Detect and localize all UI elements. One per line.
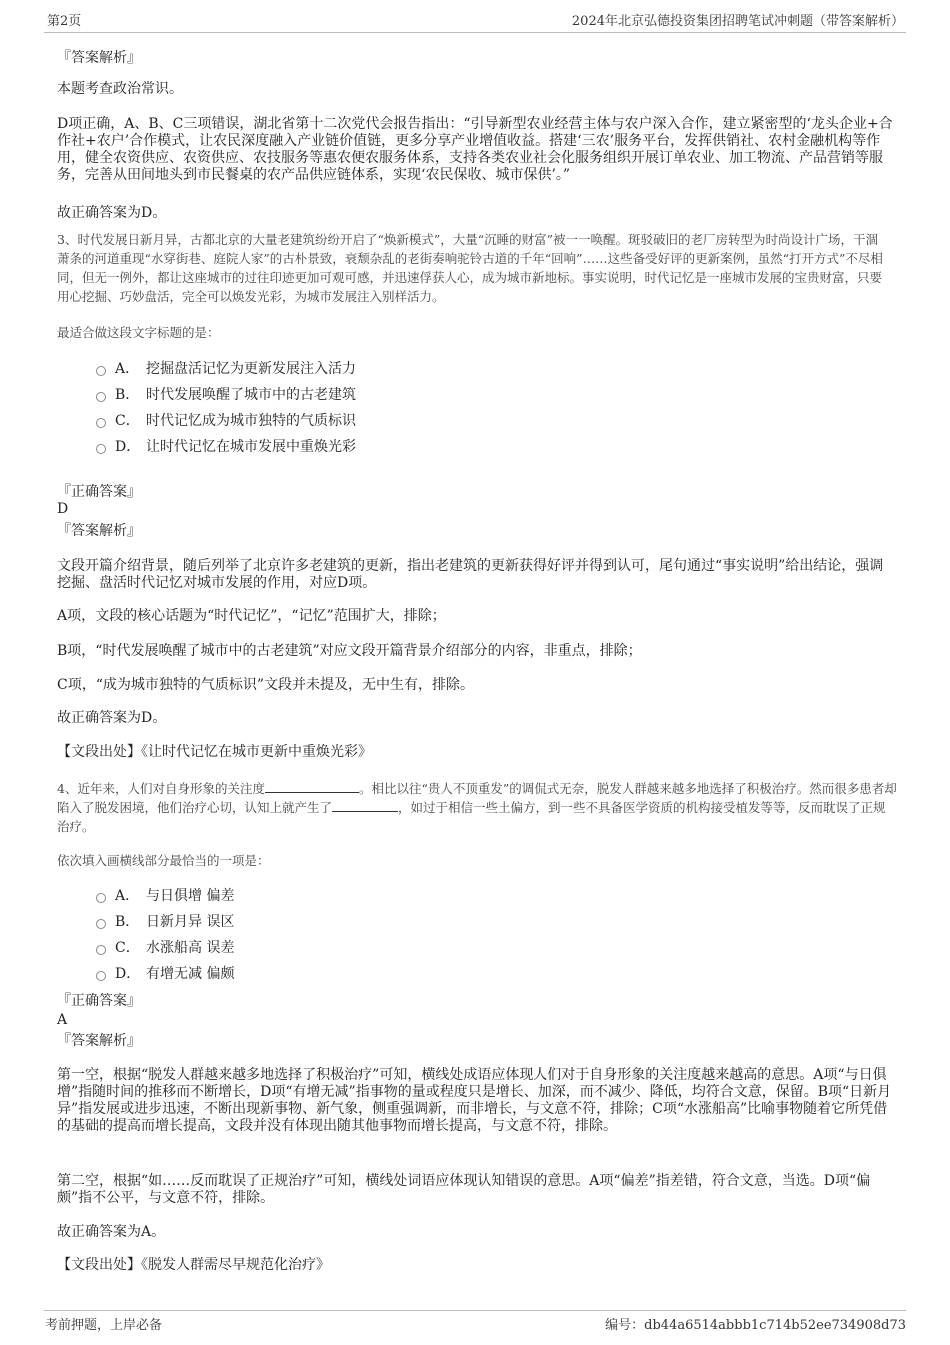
page-number: 第2页 [47, 14, 82, 29]
question-prompt: 最适合做这段文字标题的是： [57, 325, 220, 340]
option-letter: A． [115, 361, 140, 377]
option-d[interactable] [96, 438, 356, 456]
radio-button-icon[interactable] [96, 392, 106, 402]
source-citation: 【文段出处】《脱发人群需尽早规范化治疗》 [57, 1257, 330, 1273]
fill-blank-2 [332, 799, 398, 812]
question-stem: 3、时代发展日新月异，古都北京的大量老建筑纷纷开启了“焕新模式”，大量“沉睡的财富”被一一唤醒。斑驳破旧的老厂房转型为时尚设计广场，干涸萧条的河道重现“水穿街巷、庭院人家”的古朴景致，衰颓杂乱的老街奏响驼铃古道的千年“回响”……这些备受好评的更新案例，虽然“打开方式”不尽相同，但无一例外，都让这座城市的过往印迹更加可观可感，并迅速俘获人心，成为城市新地标。事实说明，时代记忆是一座城市发展的宝贵财富，只要用心挖掘、巧妙盘活，完全可以焕发光彩，为城市发展注入别样活力。 [57, 232, 883, 304]
option-a[interactable] [96, 887, 234, 905]
option-b[interactable] [96, 386, 356, 404]
correct-answer: D [57, 501, 69, 517]
fill-blank-1 [265, 780, 359, 793]
analysis-paragraph: B项，“时代发展唤醒了城市中的古老建筑”对应文段开篇背景介绍部分的内容，非重点，排除； [57, 643, 642, 659]
radio-button-icon[interactable] [96, 366, 106, 376]
radio-button-icon[interactable] [96, 444, 106, 454]
analysis-label: 『答案解析』 [57, 1033, 141, 1049]
option-letter: D． [115, 439, 141, 455]
option-c[interactable] [96, 939, 234, 957]
option-text: 挖掘盘活记忆为更新发展注入活力 [146, 361, 356, 377]
radio-button-icon[interactable] [96, 893, 106, 903]
header-divider [44, 32, 906, 33]
option-text: 有增无减 偏颇 [146, 966, 235, 982]
option-text: 水涨船高 误差 [146, 940, 235, 956]
radio-button-icon[interactable] [96, 945, 106, 955]
option-letter: D． [115, 966, 141, 982]
option-letter: A． [115, 888, 140, 904]
correct-answer: A [57, 1012, 68, 1028]
analysis-paragraph: C项，“成为城市独特的气质标识”文段并未提及，无中生有，排除。 [57, 677, 475, 693]
footer-divider [44, 1310, 906, 1311]
source-citation: 【文段出处】《让时代记忆在城市更新中重焕光彩》 [57, 744, 372, 760]
document-title: 2024年北京弘德投资集团招聘笔试冲刺题（带答案解析） [571, 14, 904, 29]
stem-part: 。相比以往“贵人不顶重发”的调侃式无奈，脱发人群越来越多地选择了积极治疗。然而很多患者却陷入了脱发困境，他们治疗心切，认知上就产生了 [57, 781, 897, 815]
analysis-paragraph: D项正确，A、B、C三项错误，湖北省第十二次党代会报告指出：“引导新型农业经营主体与农户深入合作，建立紧密型的‘龙头企业+合作社+农户’合作模式，让农民深度融入产业链价值链，更多分享产业增值收益。搭建‘三农’服务平台，发挥供销社、农村金融机构等作用，健全农资供应、农资供应、农技服务等惠农便农服务体系，支持各类农业社会化服务组织开展订单农业、加工物流、产品营销等服务，完善从田间地头到市民餐桌的农产品供应链体系，实现‘农民保收、城市保供’。” [57, 116, 893, 183]
question-stem [57, 779, 897, 836]
radio-button-icon[interactable] [96, 919, 106, 929]
analysis-paragraph: 文段开篇介绍背景，随后列举了北京许多老建筑的更新，指出老建筑的更新获得好评并得到认可，尾句通过“事实说明”给出结论，强调挖掘、盘活时代记忆对城市发展的作用，对应D项。 [57, 558, 884, 591]
radio-button-icon[interactable] [96, 418, 106, 428]
analysis-paragraph: A项，文段的核心话题为“时代记忆”，“记忆”范围扩大，排除； [57, 608, 446, 624]
option-text: 日新月异 误区 [146, 914, 235, 930]
analysis-label: 『答案解析』 [57, 50, 141, 66]
option-letter: C． [115, 940, 140, 956]
document-id: 编号：db44a6514abbb1c714b52ee734908d73 [605, 1318, 906, 1333]
radio-button-icon[interactable] [96, 971, 106, 981]
stem-part: 4、近年来，人们对自身形象的关注度 [57, 781, 265, 796]
analysis-paragraph: 第一空，根据“脱发人群越来越多地选择了积极治疗”可知，横线处成语应体现人们对于自身形象的关注度越来越高的意思。A项“与日俱增”指随时间的推移而不断增长，D项“有增无减”指事物的量或程度只是增长、加深，而不减少、降低，均符合文意，保留。B项“日新月异”指发展或进步迅速，不断出现新事物、新气象，侧重强调新，而非增长，与文意不符，排除；C项“水涨船高”比喻事物随着它所凭借的基础的提高而增长提高，文段并没有体现出随其他事物而增长提高，与文意不符，排除。 [57, 1067, 892, 1134]
option-letter: B． [115, 914, 140, 930]
analysis-paragraph: 本题考查政治常识。 [57, 81, 183, 97]
option-text: 让时代记忆在城市发展中重焕光彩 [146, 439, 356, 455]
option-a[interactable] [96, 360, 356, 378]
answer-label: 『正确答案』 [57, 993, 141, 1009]
option-letter: C． [115, 413, 140, 429]
option-text: 与日俱增 偏差 [146, 888, 235, 904]
footer-slogan: 考前押题，上岸必备 [45, 1318, 163, 1333]
option-b[interactable] [96, 913, 234, 931]
analysis-conclusion: 故正确答案为D。 [57, 205, 167, 221]
analysis-paragraph: 第二空，根据“如……反而耽误了正规治疗”可知，横线处词语应体现认知错误的意思。A项“偏差”指差错，符合文意，当选。D项“偏颇”指不公平，与文意不符，排除。 [57, 1173, 871, 1206]
analysis-conclusion: 故正确答案为A。 [57, 1224, 166, 1240]
option-text: 时代发展唤醒了城市中的古老建筑 [146, 387, 356, 403]
analysis-conclusion: 故正确答案为D。 [57, 710, 167, 726]
question-prompt: 依次填入画横线部分最恰当的一项是： [57, 853, 270, 868]
stem-part: ，如过于相信一些土偏方，到一些不具备医学资质的机构接受植发等等，反而耽误了正规治疗。 [57, 800, 886, 834]
option-letter: B． [115, 387, 140, 403]
option-text: 时代记忆成为城市独特的气质标识 [146, 413, 356, 429]
analysis-label: 『答案解析』 [57, 523, 141, 539]
answer-label: 『正确答案』 [57, 484, 141, 500]
option-d[interactable] [96, 965, 234, 983]
option-c[interactable] [96, 412, 356, 430]
